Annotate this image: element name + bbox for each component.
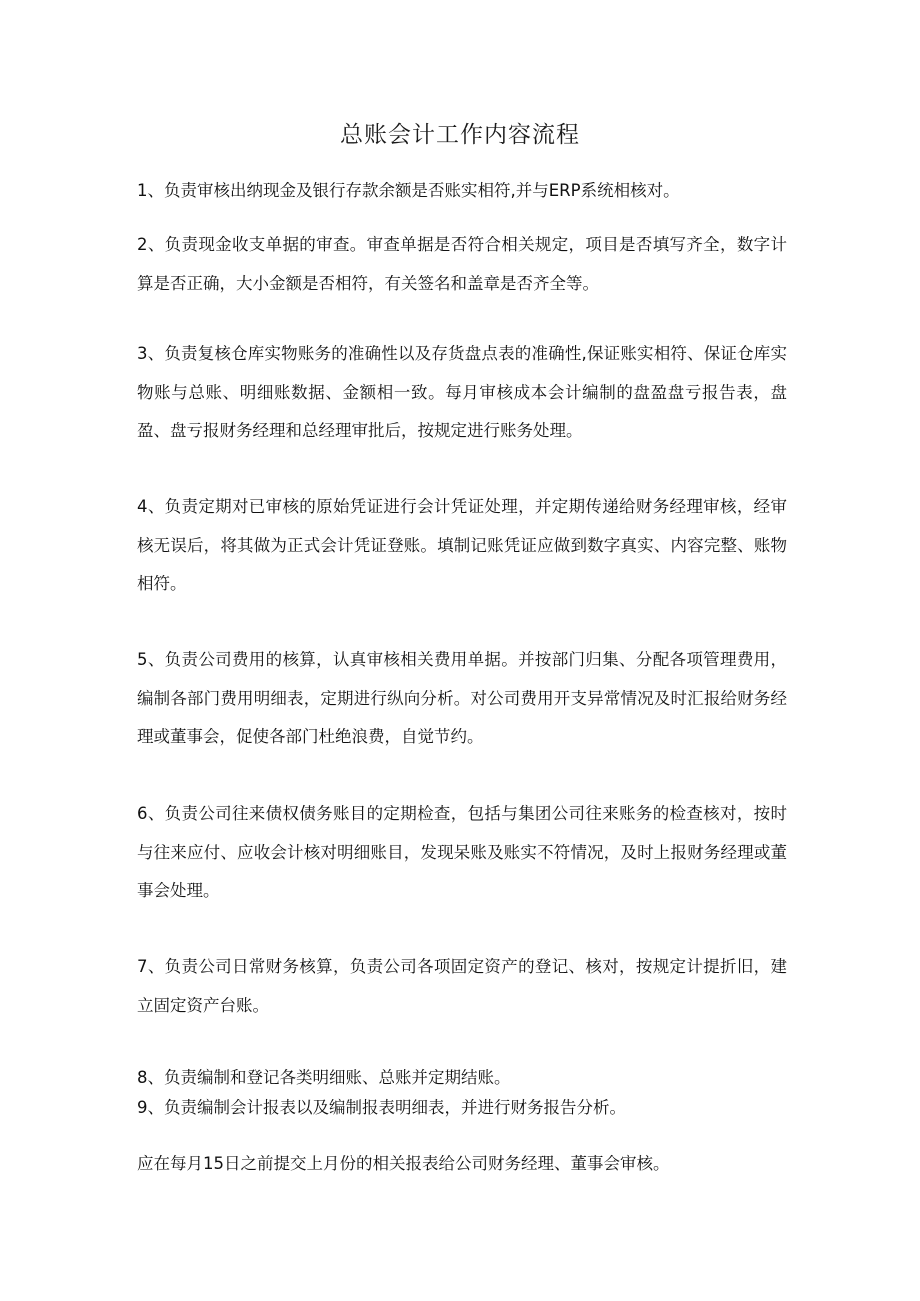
list-item: 6、负责公司往来债权债务账目的定期检查，包括与集团公司往来账务的检查核对，按时与往来应付、应收会计核对明细账目，发现呆账及账实不符情况，及时上报财务经理或董事会处理。 — [137, 804, 787, 900]
list-item: 1、负责审核出纳现金及银行存款余额是否账实相符,并与ERP系统相核对。 — [137, 181, 680, 200]
list-item: 2、负责现金收支单据的审查。审查单据是否符合相关规定，项目是否填写齐全，数字计算是否正确，大小金额是否相符，有关签名和盖章是否齐全等。 — [137, 235, 787, 293]
closing-note: 应在每月15日之前提交上月份的相关报表给公司财务经理、董事会审核。 — [137, 1154, 670, 1173]
list-item: 4、负责定期对已审核的原始凭证进行会计凭证处理，并定期传递给财务经理审核，经审核无误后，将其做为正式会计凭证登账。填制记账凭证应做到数字真实、内容完整、账物相符。 — [137, 497, 787, 593]
list-item: 8、负责编制和登记各类明细账、总账并定期结账。 — [137, 1068, 511, 1087]
list-item: 3、负责复核仓库实物账务的准确性以及存货盘点表的准确性,保证账实相符、保证仓库实物账与总账、明细账数据、金额相一致。每月审核成本会计编制的盘盈盘亏报告表，盘盈、盘亏报财务经理和总经理审批后，按规定进行账务处理。 — [137, 344, 787, 440]
list-item: 7、负责公司日常财务核算，负责公司各项固定资产的登记、核对，按规定计提折旧，建立固定资产台账。 — [137, 957, 787, 1015]
list-item: 5、负责公司费用的核算，认真审核相关费用单据。并按部门归集、分配各项管理费用，编制各部门费用明细表，定期进行纵向分析。对公司费用开支异常情况及时汇报给财务经理或董事会，促使各部门杜绝浪费，自觉节约。 — [137, 650, 787, 746]
document-title: 总账会计工作内容流程 — [340, 122, 580, 148]
list-item: 9、负责编制会计报表以及编制报表明细表，并进行财务报告分析。 — [137, 1098, 626, 1117]
